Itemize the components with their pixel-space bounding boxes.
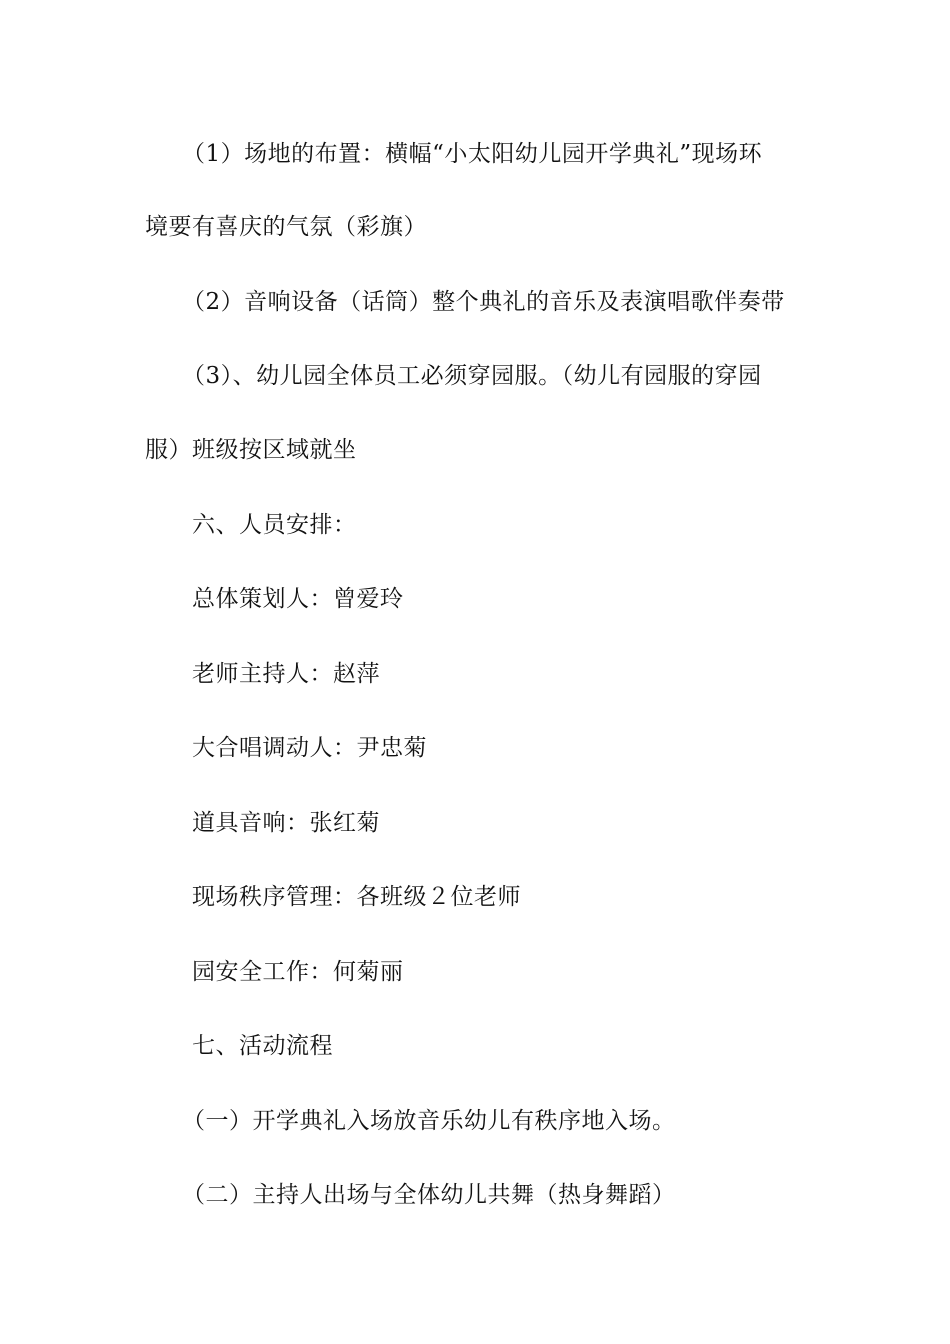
paragraph-venue-layout: （1）场地的布置：横幅“小太阳幼儿园开学典礼”现场环 (182, 141, 763, 167)
paragraph-audio-equipment: （2）音响设备（话筒）整个典礼的音乐及表演唱歌伴奏带 (182, 289, 785, 315)
section-heading-personnel: 六、人员安排： (192, 512, 357, 538)
personnel-planner: 总体策划人：曾爱玲 (192, 586, 404, 612)
personnel-safety: 园安全工作：何菊丽 (192, 959, 404, 985)
personnel-props-audio: 道具音响：张红菊 (192, 810, 380, 836)
paragraph-venue-layout-cont: 境要有喜庆的气氛（彩旗） (145, 214, 427, 240)
personnel-order: 现场秩序管理：各班级２位老师 (192, 884, 521, 910)
personnel-host: 老师主持人：赵萍 (192, 661, 380, 687)
paragraph-staff-uniform: （3）、幼儿园全体员工必须穿园服。（幼儿有园服的穿园 (182, 363, 762, 389)
process-step-one: （一）开学典礼入场放音乐幼儿有秩序地入场。 (182, 1108, 676, 1134)
section-heading-process: 七、活动流程 (192, 1033, 333, 1059)
paragraph-staff-uniform-cont: 服）班级按区域就坐 (145, 437, 357, 463)
process-step-two: （二）主持人出场与全体幼儿共舞（热身舞蹈） (182, 1182, 676, 1208)
personnel-chorus: 大合唱调动人：尹忠菊 (192, 735, 427, 761)
